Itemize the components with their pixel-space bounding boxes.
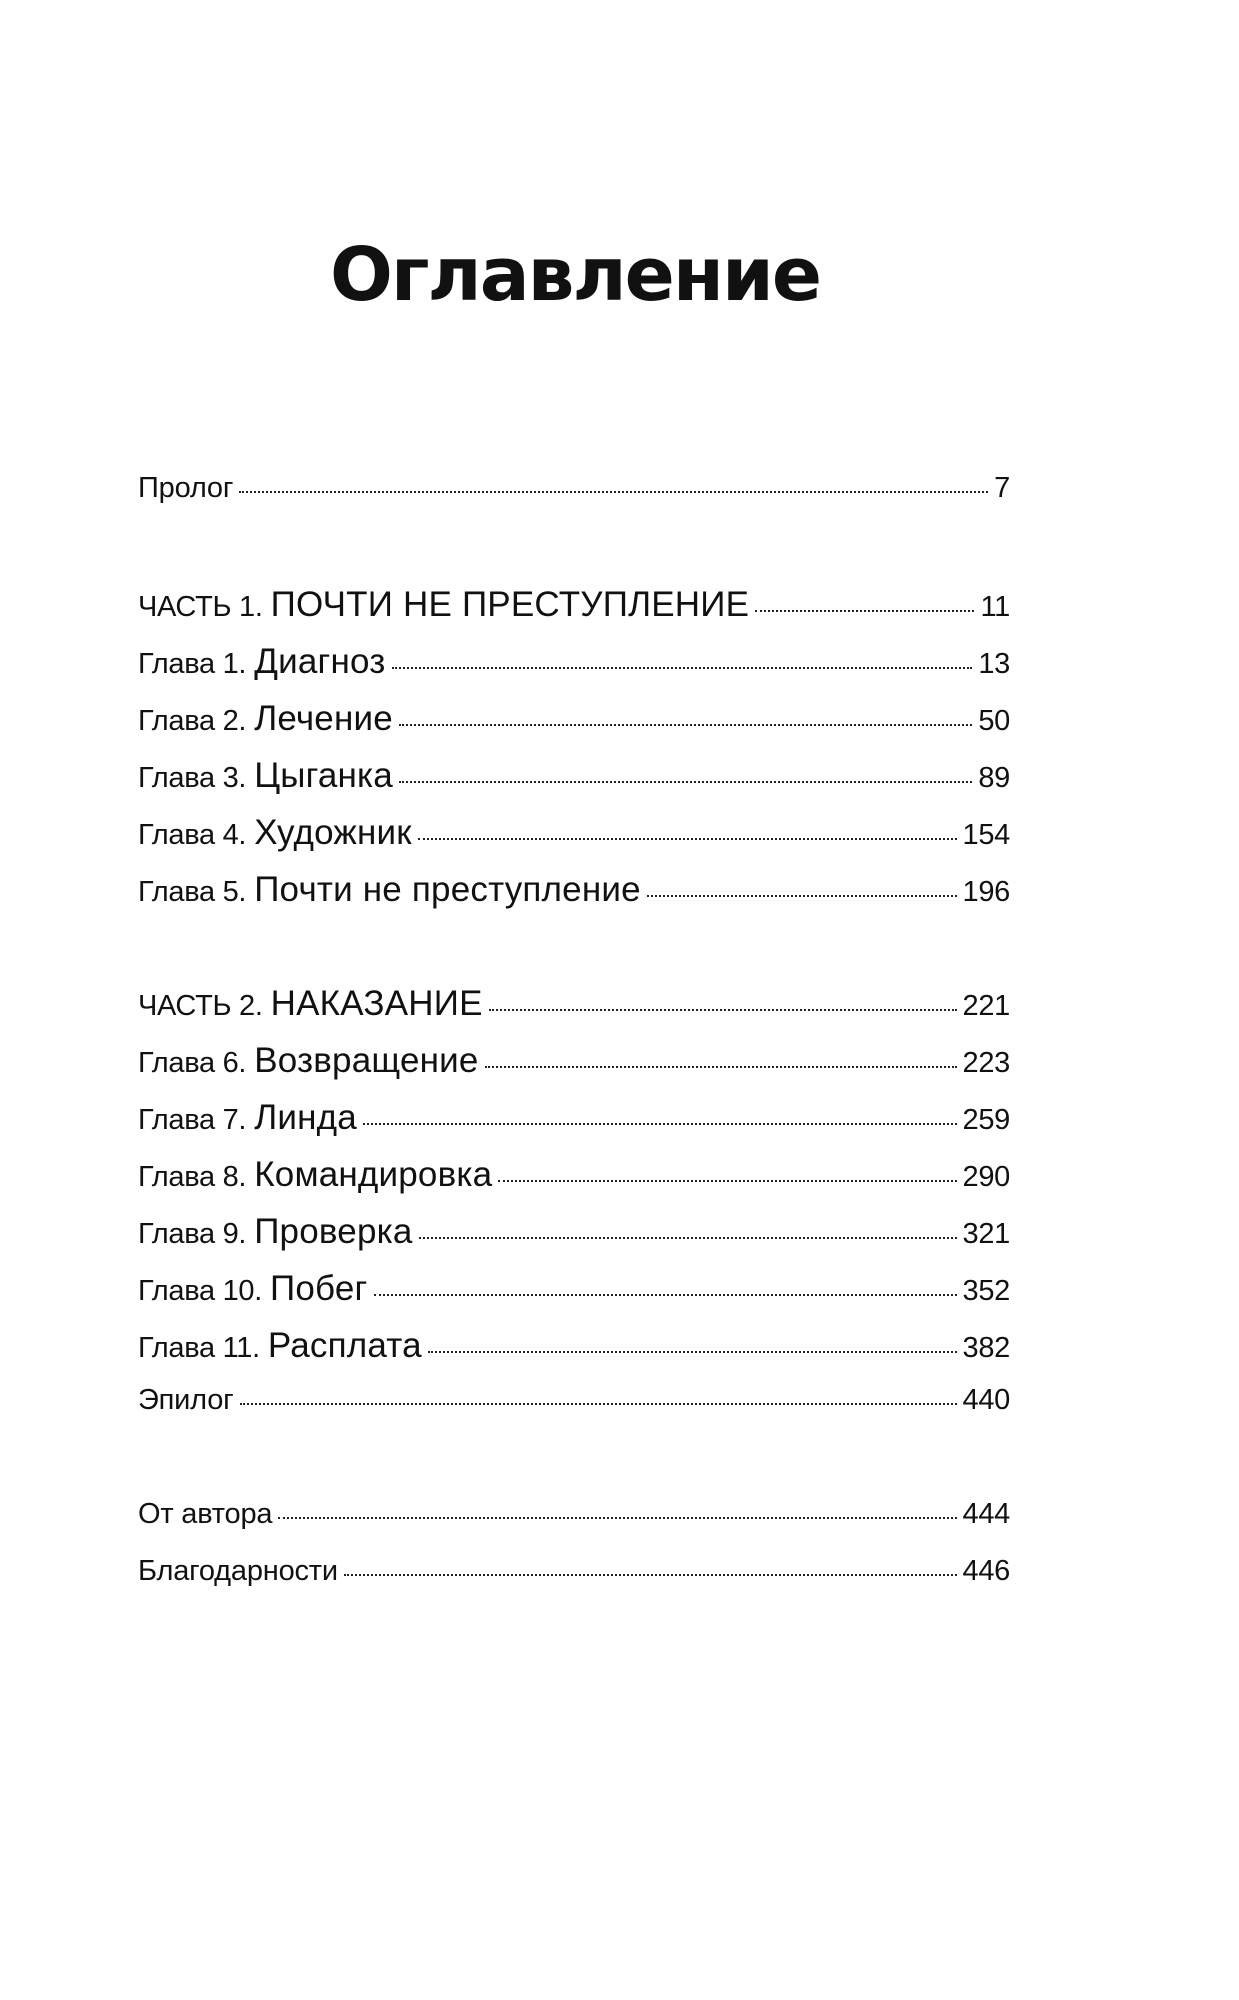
toc-entry-name: Художник <box>254 813 412 852</box>
toc-entry-prefix: Глава 2. <box>138 705 247 737</box>
toc-entry-name: НАКАЗАНИЕ <box>270 984 483 1023</box>
toc-entry-prefix: ЧАСТЬ 1. <box>138 591 263 623</box>
toc-entry-name: Диагноз <box>254 642 386 681</box>
toc-entry-epilogue[interactable] <box>138 1384 1010 1428</box>
toc-page-number: 89 <box>978 762 1010 794</box>
toc-entry-prologue[interactable] <box>138 472 1010 516</box>
toc-entry-prefix: ЧАСТЬ 2. <box>138 990 263 1022</box>
toc-entry-prefix: Глава 8. <box>138 1161 247 1193</box>
toc-entry-prefix: Глава 5. <box>138 876 247 908</box>
toc-entry-chapter-11[interactable] <box>138 1326 1010 1370</box>
toc-entry-prefix: Глава 7. <box>138 1104 247 1136</box>
toc-entry-chapter-4[interactable] <box>138 813 1010 857</box>
dot-leader <box>278 1517 956 1519</box>
toc-entry-chapter-6[interactable] <box>138 1041 1010 1085</box>
toc-entry-part-2[interactable] <box>138 984 1010 1028</box>
toc-entry-prefix: Глава 9. <box>138 1218 247 1250</box>
dot-leader <box>755 610 974 612</box>
toc-entry-chapter-3[interactable] <box>138 756 1010 800</box>
toc-entry-name: Возвращение <box>254 1041 479 1080</box>
toc-entry-name: Лечение <box>254 699 393 738</box>
toc-page-number: 259 <box>962 1104 1010 1136</box>
toc-entry-part-1[interactable] <box>138 585 1010 629</box>
dot-leader <box>363 1123 957 1125</box>
toc-entry-label: Пролог <box>138 472 234 504</box>
toc-page-number: 13 <box>978 648 1010 680</box>
toc-entry-prefix: Глава 10. <box>138 1275 263 1307</box>
dot-leader <box>239 491 988 493</box>
toc-entry-label: Эпилог <box>138 1384 234 1416</box>
toc-page-number: 444 <box>962 1498 1010 1530</box>
toc-entry-prefix: Глава 11. <box>138 1332 260 1364</box>
toc-entry-name: Проверка <box>254 1212 413 1251</box>
dot-leader <box>419 1237 957 1239</box>
toc-page-number: 196 <box>962 876 1010 908</box>
toc-entry-name: Командировка <box>254 1155 493 1194</box>
toc-entry-chapter-10[interactable] <box>138 1269 1010 1313</box>
dot-leader <box>418 838 957 840</box>
toc-entry-name: ПОЧТИ НЕ ПРЕСТУПЛЕНИЕ <box>270 585 750 624</box>
dot-leader <box>489 1009 957 1011</box>
toc-page-number: 382 <box>962 1332 1010 1364</box>
toc-entry-chapter-9[interactable] <box>138 1212 1010 1256</box>
toc-page-number: 321 <box>962 1218 1010 1250</box>
dot-leader <box>498 1180 956 1182</box>
toc-entry-acknowledgements[interactable] <box>138 1555 1010 1599</box>
toc-page-number: 154 <box>962 819 1010 851</box>
dot-leader <box>485 1066 957 1068</box>
toc-entry-chapter-7[interactable] <box>138 1098 1010 1142</box>
dot-leader <box>374 1294 957 1296</box>
toc-entry-chapter-1[interactable] <box>138 642 1010 686</box>
dot-leader <box>240 1403 957 1405</box>
toc-entry-label: От автора <box>138 1498 273 1530</box>
dot-leader <box>392 667 973 669</box>
dot-leader <box>399 781 972 783</box>
toc-entry-chapter-8[interactable] <box>138 1155 1010 1199</box>
toc-page-number: 221 <box>962 990 1010 1022</box>
toc-entry-name: Цыганка <box>254 756 393 795</box>
toc-entry-chapter-5[interactable] <box>138 870 1010 914</box>
toc-entry-prefix: Глава 1. <box>138 648 247 680</box>
dot-leader <box>647 895 957 897</box>
toc-page-number: 446 <box>962 1555 1010 1587</box>
page-title: Оглавление <box>329 232 821 318</box>
dot-leader <box>344 1574 957 1576</box>
toc-entry-name: Почти не преступление <box>254 870 641 909</box>
toc-page-number: 11 <box>980 591 1010 623</box>
toc-page-number: 223 <box>962 1047 1010 1079</box>
toc-entry-chapter-2[interactable] <box>138 699 1010 743</box>
toc-page-number: 352 <box>962 1275 1010 1307</box>
toc-entry-prefix: Глава 6. <box>138 1047 247 1079</box>
toc-page-number: 7 <box>994 472 1010 504</box>
toc-entry-name: Побег <box>270 1269 368 1308</box>
toc-page-number: 440 <box>962 1384 1010 1416</box>
toc-page-number: 50 <box>978 705 1010 737</box>
dot-leader <box>428 1351 957 1353</box>
toc-entry-label: Благодарности <box>138 1555 338 1587</box>
toc-page-number: 290 <box>962 1161 1010 1193</box>
dot-leader <box>399 724 972 726</box>
toc-entry-name: Линда <box>254 1098 357 1137</box>
toc-entry-prefix: Глава 4. <box>138 819 247 851</box>
toc-entry-prefix: Глава 3. <box>138 762 247 794</box>
toc-entry-from-author[interactable] <box>138 1498 1010 1542</box>
toc-entry-name: Расплата <box>267 1326 422 1365</box>
